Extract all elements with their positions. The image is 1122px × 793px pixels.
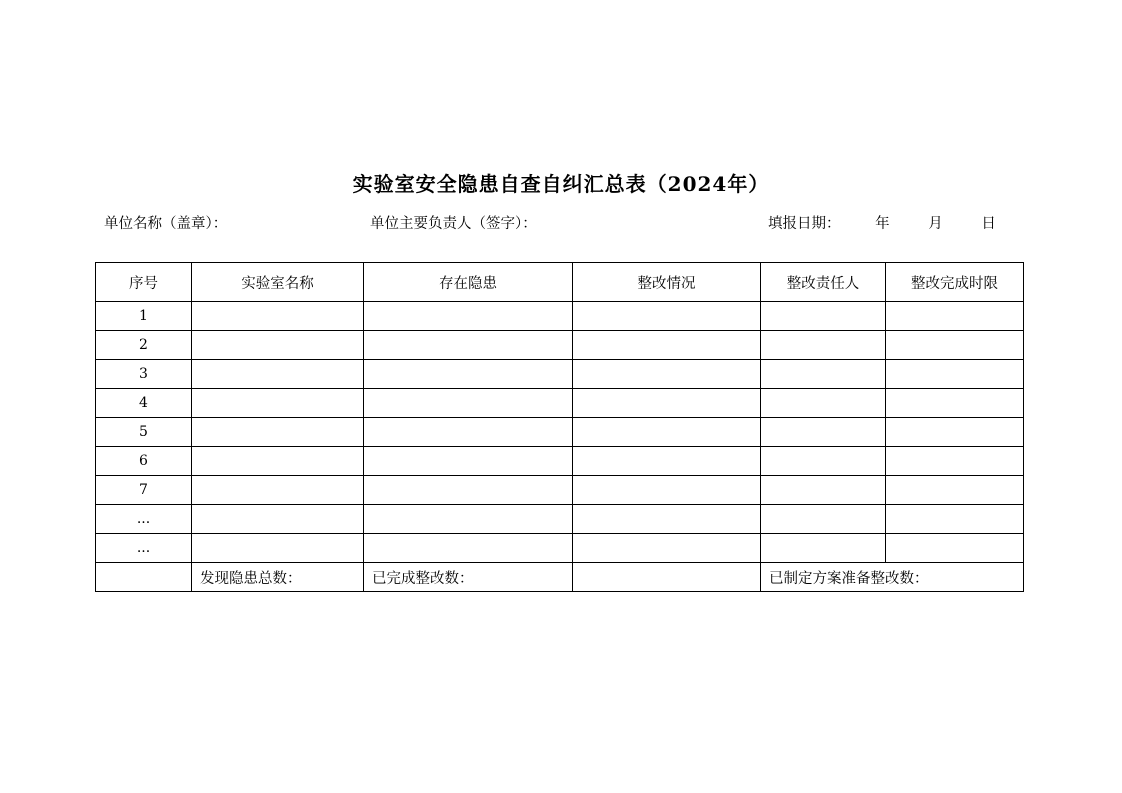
total-hazards-label: 发现隐患总数： <box>192 563 364 592</box>
deadline-cell[interactable] <box>886 331 1024 360</box>
row-seq-cell: ... <box>96 534 192 563</box>
rectification-status-cell[interactable] <box>573 534 761 563</box>
deadline-cell[interactable] <box>886 447 1024 476</box>
row-seq-cell: 1 <box>96 302 192 331</box>
responsible-person-cell[interactable] <box>761 331 886 360</box>
lab-name-cell[interactable] <box>192 302 364 331</box>
deadline-cell[interactable] <box>886 476 1024 505</box>
hazards-cell[interactable] <box>364 302 573 331</box>
header-rectification-status: 整改情况 <box>573 263 761 302</box>
table-row <box>96 447 1024 476</box>
row-seq-cell: 6 <box>96 447 192 476</box>
lab-name-cell[interactable] <box>192 505 364 534</box>
planned-count-label: 已制定方案准备整改数： <box>761 563 1024 592</box>
lab-name-cell[interactable] <box>192 331 364 360</box>
hazards-cell[interactable] <box>364 360 573 389</box>
date-year-label: 年 <box>875 216 890 232</box>
date-day-label: 日 <box>981 216 996 232</box>
hazards-cell[interactable] <box>364 534 573 563</box>
table-row <box>96 331 1024 360</box>
table-row <box>96 302 1024 331</box>
responsible-person-cell[interactable] <box>761 476 886 505</box>
responsible-person-cell[interactable] <box>761 447 886 476</box>
page-title: 实验室安全隐患自查自纠汇总表（2024年） <box>352 172 770 196</box>
deadline-cell[interactable] <box>886 302 1024 331</box>
footer-empty-cell <box>96 563 192 592</box>
row-seq-cell: 7 <box>96 476 192 505</box>
rectification-status-cell[interactable] <box>573 505 761 534</box>
table-row <box>96 534 1024 563</box>
lab-name-cell[interactable] <box>192 476 364 505</box>
fill-date-field <box>768 212 996 233</box>
table-row <box>96 476 1024 505</box>
row-seq-cell: ... <box>96 505 192 534</box>
lab-name-cell[interactable] <box>192 389 364 418</box>
table-header-row <box>96 263 1024 302</box>
summary-footer-row <box>96 563 1024 592</box>
responsible-person-cell[interactable] <box>761 418 886 447</box>
hazards-cell[interactable] <box>364 476 573 505</box>
lab-name-cell[interactable] <box>192 418 364 447</box>
hazards-cell[interactable] <box>364 331 573 360</box>
hazards-cell[interactable] <box>364 505 573 534</box>
rectification-status-cell[interactable] <box>573 476 761 505</box>
responsible-person-cell[interactable] <box>761 360 886 389</box>
row-seq-cell: 3 <box>96 360 192 389</box>
hazards-cell[interactable] <box>364 389 573 418</box>
rectification-status-cell[interactable] <box>573 302 761 331</box>
rectification-status-cell[interactable] <box>573 331 761 360</box>
hazards-cell[interactable] <box>364 447 573 476</box>
deadline-cell[interactable] <box>886 389 1024 418</box>
responsible-person-cell[interactable] <box>761 302 886 331</box>
lab-name-cell[interactable] <box>192 360 364 389</box>
hazards-cell[interactable] <box>364 418 573 447</box>
table-row <box>96 389 1024 418</box>
table-row <box>96 360 1024 389</box>
rectification-status-cell[interactable] <box>573 418 761 447</box>
header-seq: 序号 <box>96 263 192 302</box>
completed-count-label: 已完成整改数： <box>364 563 573 592</box>
rectification-status-cell[interactable] <box>573 389 761 418</box>
deadline-cell[interactable] <box>886 360 1024 389</box>
deadline-cell[interactable] <box>886 505 1024 534</box>
header-hazards: 存在隐患 <box>364 263 573 302</box>
hazard-summary-table <box>95 262 1024 592</box>
header-deadline: 整改完成时限 <box>886 263 1024 302</box>
rectification-status-cell[interactable] <box>573 360 761 389</box>
lab-name-cell[interactable] <box>192 447 364 476</box>
header-lab-name: 实验室名称 <box>192 263 364 302</box>
row-seq-cell: 2 <box>96 331 192 360</box>
leader-signature-label: 单位主要负责人（签字）： <box>370 216 537 232</box>
lab-name-cell[interactable] <box>192 534 364 563</box>
responsible-person-cell[interactable] <box>761 534 886 563</box>
deadline-cell[interactable] <box>886 534 1024 563</box>
unit-name-label: 单位名称（盖章）： <box>104 216 228 232</box>
header-responsible-person: 整改责任人 <box>761 263 886 302</box>
row-seq-cell: 5 <box>96 418 192 447</box>
footer-value-cell[interactable] <box>573 563 761 592</box>
deadline-cell[interactable] <box>886 418 1024 447</box>
table-row <box>96 505 1024 534</box>
responsible-person-cell[interactable] <box>761 389 886 418</box>
responsible-person-cell[interactable] <box>761 505 886 534</box>
date-month-label: 月 <box>928 216 943 232</box>
row-seq-cell: 4 <box>96 389 192 418</box>
rectification-status-cell[interactable] <box>573 447 761 476</box>
fill-date-label: 填报日期： <box>768 216 841 232</box>
table-row <box>96 418 1024 447</box>
